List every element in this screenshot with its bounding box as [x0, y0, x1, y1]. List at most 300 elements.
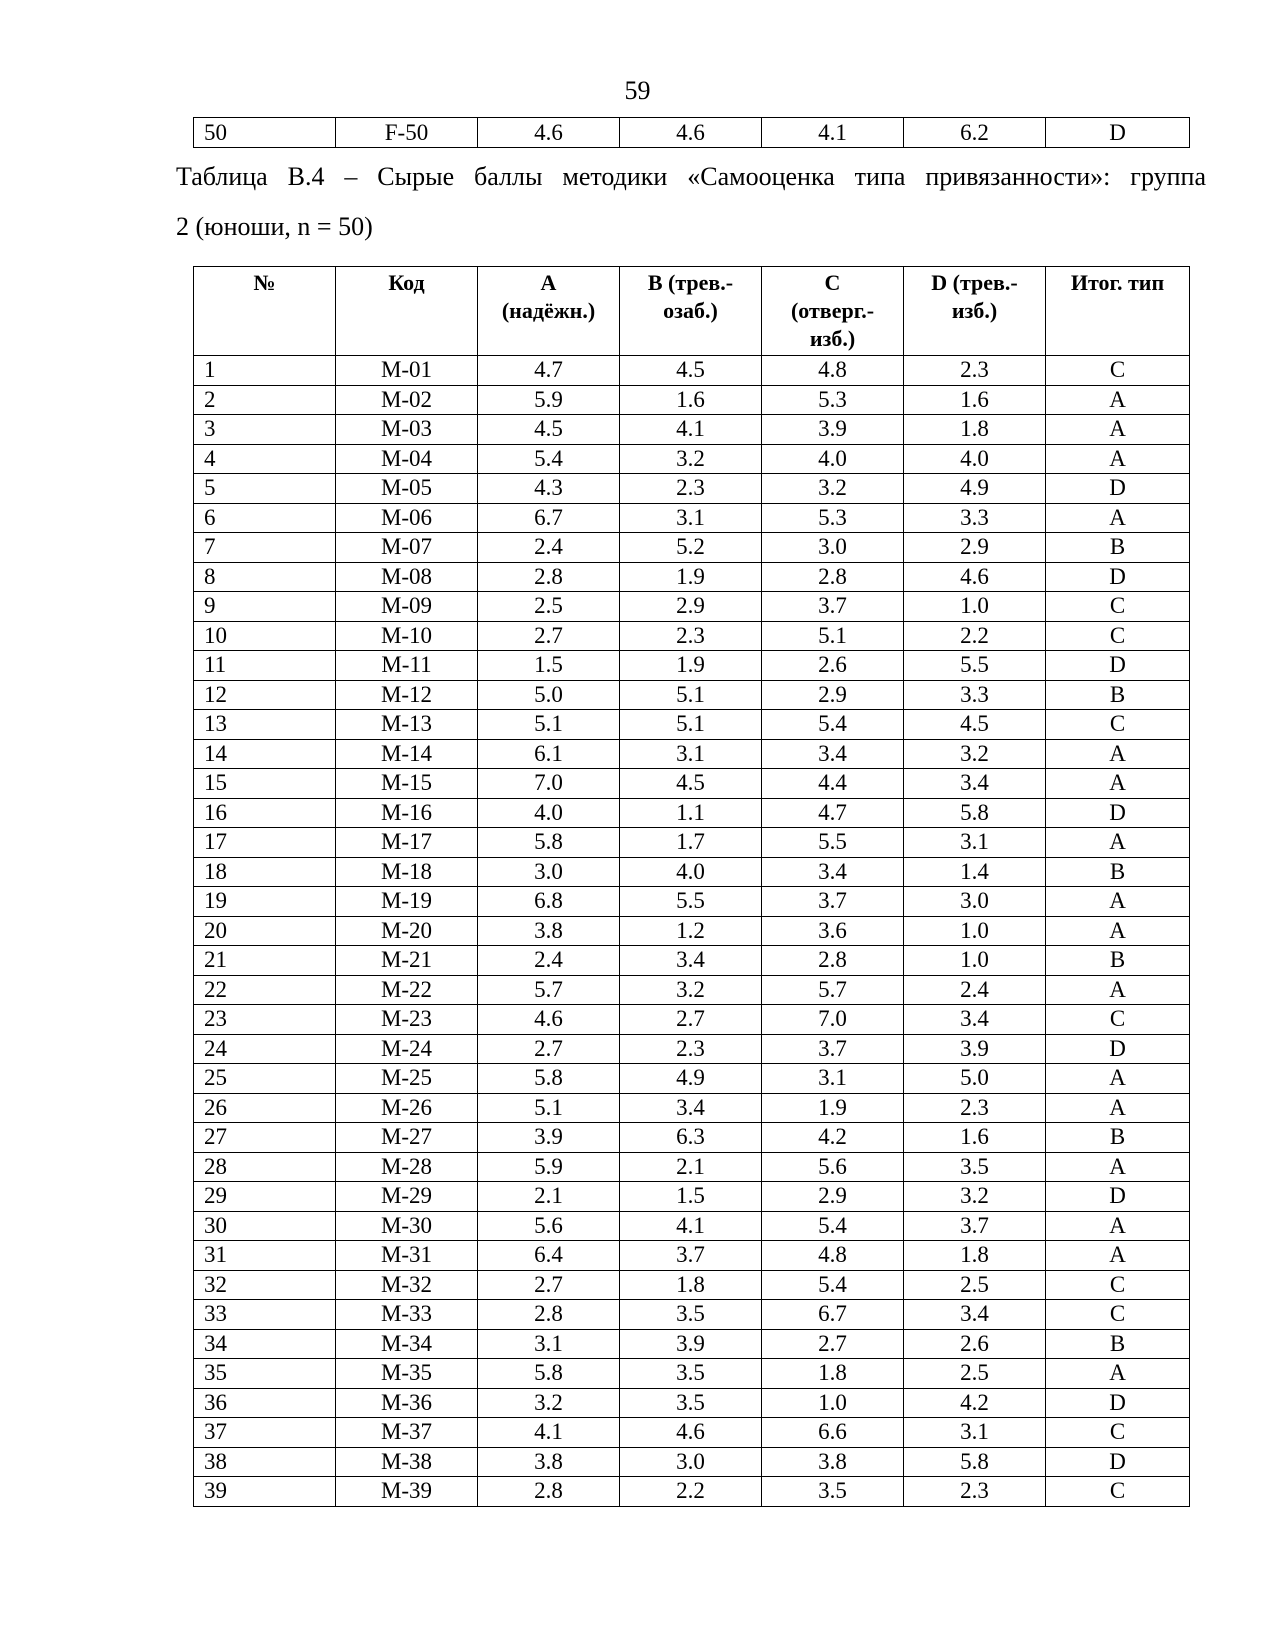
cell-number: 33: [194, 1300, 336, 1330]
cell-code: M-27: [336, 1123, 478, 1153]
table-row: [194, 1418, 1190, 1448]
cell-c: 4.4: [762, 769, 904, 799]
cell-a: 3.9: [478, 1123, 620, 1153]
cell-c: 4.8: [762, 1241, 904, 1271]
table-row: [194, 1241, 1190, 1271]
cell-b: 4.1: [620, 1211, 762, 1241]
cell-a: 5.9: [478, 1152, 620, 1182]
table-row: [194, 1034, 1190, 1064]
cell-b: 4.0: [620, 857, 762, 887]
cell-b: 4.1: [620, 415, 762, 445]
cell-b: 2.3: [620, 621, 762, 651]
cell-a: 5.8: [478, 828, 620, 858]
cell-b: 5.2: [620, 533, 762, 563]
cell-type: D: [1046, 118, 1190, 148]
cell-c: 1.9: [762, 1093, 904, 1123]
cell-b: 2.2: [620, 1477, 762, 1507]
table-row: [194, 739, 1190, 769]
table-row: [194, 1152, 1190, 1182]
cell-type: C: [1046, 1300, 1190, 1330]
cell-d: 2.6: [904, 1329, 1046, 1359]
cell-code: M-02: [336, 385, 478, 415]
cell-code: M-18: [336, 857, 478, 887]
cell-d: 5.8: [904, 1447, 1046, 1477]
cell-b: 4.5: [620, 356, 762, 386]
cell-d: 2.3: [904, 356, 1046, 386]
cell-a: 1.5: [478, 651, 620, 681]
cell-type: B: [1046, 1329, 1190, 1359]
cell-c: 5.3: [762, 503, 904, 533]
cell-a: 2.8: [478, 1477, 620, 1507]
cell-a: 4.0: [478, 798, 620, 828]
cell-code: M-29: [336, 1182, 478, 1212]
cell-b: 4.6: [620, 1418, 762, 1448]
cell-d: 3.3: [904, 503, 1046, 533]
cell-c: 3.7: [762, 592, 904, 622]
cell-d: 3.4: [904, 769, 1046, 799]
cell-type: C: [1046, 1477, 1190, 1507]
table-row: [194, 118, 1190, 148]
cell-d: 2.5: [904, 1359, 1046, 1389]
cell-code: M-26: [336, 1093, 478, 1123]
cell-b: 1.9: [620, 562, 762, 592]
cell-number: 21: [194, 946, 336, 976]
cell-c: 3.7: [762, 1034, 904, 1064]
cell-type: A: [1046, 415, 1190, 445]
cell-code: M-05: [336, 474, 478, 504]
cell-type: A: [1046, 769, 1190, 799]
cell-b: 3.5: [620, 1359, 762, 1389]
cell-code: M-25: [336, 1064, 478, 1094]
cell-d: 2.3: [904, 1477, 1046, 1507]
cell-a: 3.8: [478, 1447, 620, 1477]
cell-c: 3.1: [762, 1064, 904, 1094]
table-row: [194, 1093, 1190, 1123]
header-code: Код: [336, 267, 478, 356]
cell-c: 3.4: [762, 739, 904, 769]
cell-d: 3.1: [904, 1418, 1046, 1448]
cell-d: 3.7: [904, 1211, 1046, 1241]
cell-d: 1.0: [904, 946, 1046, 976]
cell-type: A: [1046, 828, 1190, 858]
cell-c: 2.9: [762, 1182, 904, 1212]
table-row: [194, 798, 1190, 828]
cell-c: 5.4: [762, 1270, 904, 1300]
cell-d: 3.4: [904, 1300, 1046, 1330]
cell-number: 29: [194, 1182, 336, 1212]
cell-a: 5.0: [478, 680, 620, 710]
cell-c: 6.7: [762, 1300, 904, 1330]
cell-d: 6.2: [904, 118, 1046, 148]
cell-c: 3.4: [762, 857, 904, 887]
cell-a: 5.7: [478, 975, 620, 1005]
cell-a: 2.7: [478, 621, 620, 651]
cell-a: 2.4: [478, 533, 620, 563]
table-row: [194, 1064, 1190, 1094]
table-row: [194, 1477, 1190, 1507]
cell-number: 7: [194, 533, 336, 563]
cell-a: 2.7: [478, 1270, 620, 1300]
cell-number: 6: [194, 503, 336, 533]
cell-c: 5.4: [762, 1211, 904, 1241]
cell-b: 2.3: [620, 474, 762, 504]
cell-number: 8: [194, 562, 336, 592]
cell-c: 4.7: [762, 798, 904, 828]
cell-c: 2.9: [762, 680, 904, 710]
table-row: [194, 1300, 1190, 1330]
table-row: [194, 887, 1190, 917]
table-row: [194, 1270, 1190, 1300]
cell-code: M-07: [336, 533, 478, 563]
cell-d: 1.6: [904, 1123, 1046, 1153]
cell-b: 1.2: [620, 916, 762, 946]
cell-code: M-13: [336, 710, 478, 740]
table-row: [194, 828, 1190, 858]
cell-a: 6.4: [478, 1241, 620, 1271]
cell-code: M-14: [336, 739, 478, 769]
cell-a: 5.8: [478, 1064, 620, 1094]
cell-type: D: [1046, 1034, 1190, 1064]
cell-code: M-38: [336, 1447, 478, 1477]
cell-type: A: [1046, 1093, 1190, 1123]
cell-c: 3.7: [762, 887, 904, 917]
cell-number: 34: [194, 1329, 336, 1359]
table-row: [194, 916, 1190, 946]
cell-code: M-01: [336, 356, 478, 386]
table-row: [194, 385, 1190, 415]
table-caption-line-1: Таблица В.4 – Сырые баллы методики «Самооценка типа привязанности»: группа: [176, 162, 1206, 191]
cell-b: 3.9: [620, 1329, 762, 1359]
cell-b: 6.3: [620, 1123, 762, 1153]
cell-b: 3.4: [620, 1093, 762, 1123]
cell-d: 3.9: [904, 1034, 1046, 1064]
table-row: [194, 444, 1190, 474]
cell-type: A: [1046, 1064, 1190, 1094]
cell-code: M-35: [336, 1359, 478, 1389]
cell-b: 4.9: [620, 1064, 762, 1094]
cell-a: 4.7: [478, 356, 620, 386]
cell-number: 32: [194, 1270, 336, 1300]
cell-a: 4.6: [478, 1005, 620, 1035]
cell-code: M-34: [336, 1329, 478, 1359]
cell-c: 4.0: [762, 444, 904, 474]
cell-b: 5.1: [620, 710, 762, 740]
cell-code: M-23: [336, 1005, 478, 1035]
cell-a: 6.1: [478, 739, 620, 769]
cell-a: 5.8: [478, 1359, 620, 1389]
cell-b: 3.5: [620, 1300, 762, 1330]
cell-type: A: [1046, 916, 1190, 946]
cell-a: 4.5: [478, 415, 620, 445]
cell-number: 4: [194, 444, 336, 474]
cell-c: 2.8: [762, 562, 904, 592]
cell-number: 2: [194, 385, 336, 415]
cell-d: 2.9: [904, 533, 1046, 563]
cell-code: M-03: [336, 415, 478, 445]
header-b: B (трев.- озаб.): [620, 267, 762, 356]
cell-number: 18: [194, 857, 336, 887]
table-row: [194, 710, 1190, 740]
cell-type: A: [1046, 444, 1190, 474]
cell-a: 5.1: [478, 1093, 620, 1123]
cell-d: 3.1: [904, 828, 1046, 858]
cell-code: M-04: [336, 444, 478, 474]
cell-a: 5.1: [478, 710, 620, 740]
cell-d: 4.2: [904, 1388, 1046, 1418]
cell-type: D: [1046, 562, 1190, 592]
cell-number: 17: [194, 828, 336, 858]
cell-b: 1.1: [620, 798, 762, 828]
header-a: A (надёжн.): [478, 267, 620, 356]
cell-b: 3.2: [620, 444, 762, 474]
cell-code: M-12: [336, 680, 478, 710]
cell-number: 50: [194, 118, 336, 148]
table-row: [194, 1123, 1190, 1153]
table-row: [194, 975, 1190, 1005]
cell-b: 2.1: [620, 1152, 762, 1182]
cell-code: M-17: [336, 828, 478, 858]
cell-code: M-39: [336, 1477, 478, 1507]
cell-number: 1: [194, 356, 336, 386]
cell-code: M-16: [336, 798, 478, 828]
cell-code: M-30: [336, 1211, 478, 1241]
cell-a: 4.3: [478, 474, 620, 504]
cell-type: B: [1046, 946, 1190, 976]
cell-b: 1.5: [620, 1182, 762, 1212]
cell-a: 3.2: [478, 1388, 620, 1418]
cell-b: 3.0: [620, 1447, 762, 1477]
cell-code: M-31: [336, 1241, 478, 1271]
cell-c: 1.8: [762, 1359, 904, 1389]
cell-type: A: [1046, 1359, 1190, 1389]
cell-type: A: [1046, 1241, 1190, 1271]
cell-c: 3.0: [762, 533, 904, 563]
cell-type: A: [1046, 503, 1190, 533]
cell-type: D: [1046, 1388, 1190, 1418]
cell-c: 1.0: [762, 1388, 904, 1418]
cell-c: 5.6: [762, 1152, 904, 1182]
previous-table-fragment: [193, 117, 1190, 148]
cell-c: 5.3: [762, 385, 904, 415]
cell-type: D: [1046, 1182, 1190, 1212]
cell-d: 4.5: [904, 710, 1046, 740]
cell-number: 16: [194, 798, 336, 828]
cell-d: 5.5: [904, 651, 1046, 681]
header-type: Итог. тип: [1046, 267, 1190, 356]
cell-c: 2.6: [762, 651, 904, 681]
cell-b: 4.6: [620, 118, 762, 148]
cell-c: 5.4: [762, 710, 904, 740]
cell-number: 12: [194, 680, 336, 710]
table-row: [194, 946, 1190, 976]
cell-type: A: [1046, 1152, 1190, 1182]
cell-d: 1.8: [904, 1241, 1046, 1271]
cell-c: 2.7: [762, 1329, 904, 1359]
cell-code: M-06: [336, 503, 478, 533]
cell-type: C: [1046, 710, 1190, 740]
table-row: [194, 1211, 1190, 1241]
cell-b: 3.1: [620, 503, 762, 533]
table-row: [194, 592, 1190, 622]
cell-code: M-08: [336, 562, 478, 592]
cell-type: C: [1046, 621, 1190, 651]
page-number: 59: [624, 76, 651, 105]
cell-type: A: [1046, 739, 1190, 769]
cell-code: M-28: [336, 1152, 478, 1182]
cell-type: C: [1046, 1418, 1190, 1448]
cell-number: 5: [194, 474, 336, 504]
cell-type: D: [1046, 798, 1190, 828]
cell-type: A: [1046, 385, 1190, 415]
cell-type: C: [1046, 592, 1190, 622]
cell-type: C: [1046, 1005, 1190, 1035]
cell-a: 2.8: [478, 562, 620, 592]
cell-b: 5.1: [620, 680, 762, 710]
cell-code: M-24: [336, 1034, 478, 1064]
cell-code: M-11: [336, 651, 478, 681]
cell-type: B: [1046, 857, 1190, 887]
table-row: [194, 1329, 1190, 1359]
cell-b: 3.7: [620, 1241, 762, 1271]
cell-d: 3.2: [904, 1182, 1046, 1212]
cell-a: 6.8: [478, 887, 620, 917]
table-row: [194, 621, 1190, 651]
cell-a: 5.6: [478, 1211, 620, 1241]
cell-type: C: [1046, 356, 1190, 386]
cell-code: M-32: [336, 1270, 478, 1300]
table-header-row: [194, 267, 1190, 356]
cell-a: 2.4: [478, 946, 620, 976]
cell-code: F-50: [336, 118, 478, 148]
cell-d: 2.5: [904, 1270, 1046, 1300]
cell-b: 3.1: [620, 739, 762, 769]
header-c: C (отверг.- изб.): [762, 267, 904, 356]
cell-number: 22: [194, 975, 336, 1005]
cell-code: M-19: [336, 887, 478, 917]
table-row: [194, 857, 1190, 887]
cell-a: 7.0: [478, 769, 620, 799]
table-row: [194, 415, 1190, 445]
cell-number: 24: [194, 1034, 336, 1064]
cell-number: 14: [194, 739, 336, 769]
cell-c: 4.8: [762, 356, 904, 386]
cell-code: M-22: [336, 975, 478, 1005]
cell-type: A: [1046, 975, 1190, 1005]
cell-b: 3.5: [620, 1388, 762, 1418]
header-number: №: [194, 267, 336, 356]
table-row: [194, 562, 1190, 592]
cell-c: 4.1: [762, 118, 904, 148]
table-row: [194, 1005, 1190, 1035]
cell-number: 11: [194, 651, 336, 681]
cell-c: 3.8: [762, 1447, 904, 1477]
table-row: [194, 1359, 1190, 1389]
cell-c: 3.6: [762, 916, 904, 946]
cell-type: D: [1046, 651, 1190, 681]
cell-b: 3.4: [620, 946, 762, 976]
cell-d: 1.6: [904, 385, 1046, 415]
table-body: [194, 356, 1190, 1507]
cell-a: 5.9: [478, 385, 620, 415]
cell-number: 27: [194, 1123, 336, 1153]
cell-code: M-36: [336, 1388, 478, 1418]
cell-number: 31: [194, 1241, 336, 1271]
cell-number: 13: [194, 710, 336, 740]
cell-a: 5.4: [478, 444, 620, 474]
cell-a: 4.6: [478, 118, 620, 148]
cell-d: 5.8: [904, 798, 1046, 828]
cell-code: M-15: [336, 769, 478, 799]
cell-number: 19: [194, 887, 336, 917]
cell-d: 2.2: [904, 621, 1046, 651]
cell-d: 3.3: [904, 680, 1046, 710]
cell-type: D: [1046, 474, 1190, 504]
cell-number: 30: [194, 1211, 336, 1241]
cell-number: 28: [194, 1152, 336, 1182]
table-row: [194, 474, 1190, 504]
cell-number: 39: [194, 1477, 336, 1507]
cell-type: A: [1046, 887, 1190, 917]
cell-d: 5.0: [904, 1064, 1046, 1094]
cell-number: 37: [194, 1418, 336, 1448]
raw-scores-table: [193, 266, 1190, 1507]
cell-b: 3.2: [620, 975, 762, 1005]
table-row: [194, 1182, 1190, 1212]
cell-b: 2.7: [620, 1005, 762, 1035]
cell-number: 15: [194, 769, 336, 799]
cell-code: M-20: [336, 916, 478, 946]
cell-number: 10: [194, 621, 336, 651]
cell-d: 2.4: [904, 975, 1046, 1005]
cell-number: 26: [194, 1093, 336, 1123]
cell-type: C: [1046, 1270, 1190, 1300]
table-row: [194, 356, 1190, 386]
table-row: [194, 651, 1190, 681]
cell-d: 3.4: [904, 1005, 1046, 1035]
table-row: [194, 680, 1190, 710]
cell-number: 3: [194, 415, 336, 445]
cell-d: 2.3: [904, 1093, 1046, 1123]
cell-b: 2.3: [620, 1034, 762, 1064]
table-row: [194, 503, 1190, 533]
cell-c: 3.5: [762, 1477, 904, 1507]
cell-a: 3.8: [478, 916, 620, 946]
cell-code: M-10: [336, 621, 478, 651]
cell-number: 38: [194, 1447, 336, 1477]
cell-number: 9: [194, 592, 336, 622]
cell-d: 4.6: [904, 562, 1046, 592]
cell-c: 3.9: [762, 415, 904, 445]
cell-number: 36: [194, 1388, 336, 1418]
cell-c: 5.5: [762, 828, 904, 858]
cell-c: 3.2: [762, 474, 904, 504]
cell-a: 6.7: [478, 503, 620, 533]
table-row: [194, 1447, 1190, 1477]
cell-d: 4.0: [904, 444, 1046, 474]
cell-number: 23: [194, 1005, 336, 1035]
cell-type: B: [1046, 680, 1190, 710]
cell-type: D: [1046, 1447, 1190, 1477]
cell-d: 1.0: [904, 916, 1046, 946]
cell-b: 1.6: [620, 385, 762, 415]
cell-a: 2.8: [478, 1300, 620, 1330]
cell-b: 1.8: [620, 1270, 762, 1300]
cell-number: 25: [194, 1064, 336, 1094]
cell-number: 35: [194, 1359, 336, 1389]
cell-d: 4.9: [904, 474, 1046, 504]
cell-d: 1.0: [904, 592, 1046, 622]
cell-a: 3.0: [478, 857, 620, 887]
